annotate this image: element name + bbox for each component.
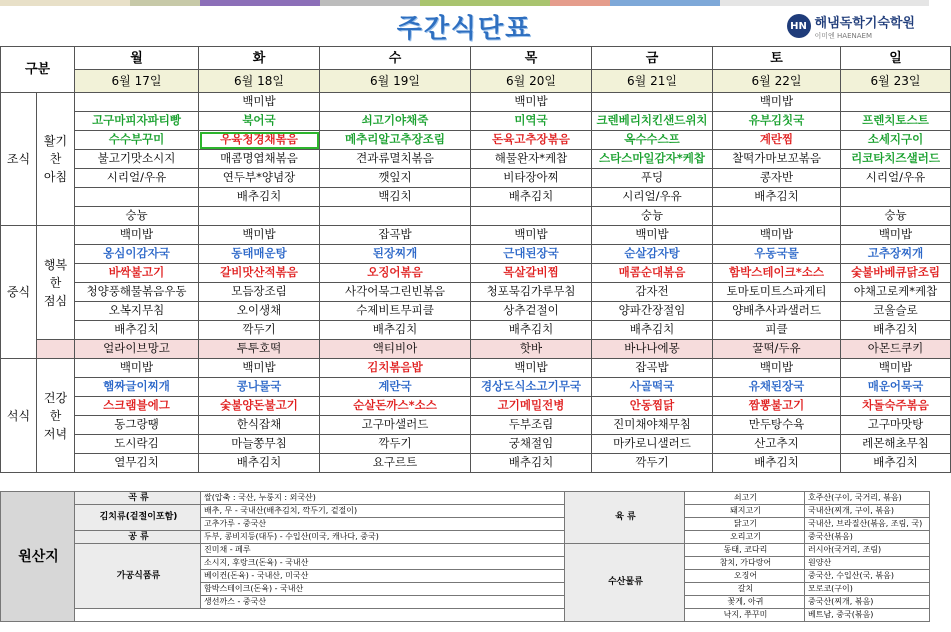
origin-empty bbox=[75, 609, 565, 622]
menu-cell: 백미밥 bbox=[592, 226, 713, 245]
date-cell: 6월 17일 bbox=[75, 70, 199, 93]
top-stripe bbox=[720, 0, 929, 6]
menu-cell: 백미밥 bbox=[713, 93, 841, 112]
menu-cell: 견과류멸치볶음 bbox=[320, 150, 471, 169]
menu-cell: 프렌치토스트 bbox=[841, 112, 951, 131]
origin-food: 돼지고기 bbox=[685, 505, 805, 518]
menu-cell: 해물완자*케찹 bbox=[471, 150, 592, 169]
dessert-cell: 바나나에몽 bbox=[592, 340, 713, 359]
origin-table bbox=[0, 491, 930, 622]
menu-cell: 배추김치 bbox=[841, 454, 951, 473]
menu-cell: 북어국 bbox=[199, 112, 320, 131]
origin-country: 중국산, 수입산(국, 볶음) bbox=[805, 570, 930, 583]
menu-cell: 배추김치 bbox=[199, 454, 320, 473]
menu-cell: 고추장찌개 bbox=[841, 245, 951, 264]
menu-cell: 목살갈비찜 bbox=[471, 264, 592, 283]
menu-row bbox=[1, 245, 951, 264]
menu-cell: 청양풍해물볶음우동 bbox=[75, 283, 199, 302]
menu-cell: 배추김치 bbox=[713, 188, 841, 207]
origin-category: 가공식품류 bbox=[75, 544, 201, 609]
menu-cell: 백미밥 bbox=[75, 226, 199, 245]
origin-item: 쌀(압축 : 국산, 누룽지 : 외국산) bbox=[201, 492, 565, 505]
menu-cell: 소세지구이 bbox=[841, 131, 951, 150]
day-header: 목 bbox=[471, 47, 592, 70]
menu-cell: 백미밥 bbox=[199, 226, 320, 245]
menu-cell: 숯불바베큐닭조림 bbox=[841, 264, 951, 283]
menu-cell: 김치볶음밥 bbox=[320, 359, 471, 378]
menu-cell: 배추김치 bbox=[471, 454, 592, 473]
menu-cell: 오징어볶음 bbox=[320, 264, 471, 283]
dessert-cell: 투투호떡 bbox=[199, 340, 320, 359]
menu-row bbox=[1, 416, 951, 435]
menu-cell: 차돌숙주볶음 bbox=[841, 397, 951, 416]
origin-food: 낙지, 쭈꾸미 bbox=[685, 609, 805, 622]
menu-cell: 찰떡가마보꼬볶음 bbox=[713, 150, 841, 169]
top-stripe bbox=[610, 0, 720, 6]
menu-cell: 매운어묵국 bbox=[841, 378, 951, 397]
menu-row bbox=[1, 283, 951, 302]
menu-cell: 마카로니샐러드 bbox=[592, 435, 713, 454]
menu-cell: 미역국 bbox=[471, 112, 592, 131]
day-header: 토 bbox=[713, 47, 841, 70]
origin-food: 꽃게, 아귀 bbox=[685, 596, 805, 609]
menu-cell bbox=[841, 93, 951, 112]
menu-cell bbox=[713, 207, 841, 226]
date-cell: 6월 21일 bbox=[592, 70, 713, 93]
origin-country: 호주산(구이, 국거리, 볶음) bbox=[805, 492, 930, 505]
menu-cell: 시리얼/우유 bbox=[592, 188, 713, 207]
category-header: 구분 bbox=[1, 47, 75, 93]
menu-cell: 계란찜 bbox=[713, 131, 841, 150]
menu-cell: 스타스마일감자*케찹 bbox=[592, 150, 713, 169]
origin-country: 국내산, 브라질산(볶음, 조림, 국) bbox=[805, 518, 930, 531]
date-cell: 6월 22일 bbox=[713, 70, 841, 93]
origin-country: 러시아(국거리, 조림) bbox=[805, 544, 930, 557]
academy-logo bbox=[787, 10, 915, 42]
menu-cell: 배추김치 bbox=[471, 188, 592, 207]
menu-cell: 양배추사과샐러드 bbox=[713, 302, 841, 321]
menu-cell: 연두부*양념장 bbox=[199, 169, 320, 188]
menu-table bbox=[0, 46, 951, 473]
menu-cell: 요구르트 bbox=[320, 454, 471, 473]
dessert-cell: 얼라이브망고 bbox=[75, 340, 199, 359]
menu-cell: 만두탕수육 bbox=[713, 416, 841, 435]
origin-category: 곡 류 bbox=[75, 492, 201, 505]
origin-country: 원양산 bbox=[805, 557, 930, 570]
meal-theme: 활기 찬 아침 bbox=[37, 93, 75, 226]
menu-cell: 계란국 bbox=[320, 378, 471, 397]
menu-row bbox=[1, 378, 951, 397]
origin-row bbox=[1, 531, 930, 544]
origin-food: 닭고기 bbox=[685, 518, 805, 531]
origin-food: 갈치 bbox=[685, 583, 805, 596]
menu-cell: 야채고로케*케찹 bbox=[841, 283, 951, 302]
origin-item: 두부, 콩비지등(대두) - 수입산(미국, 캐나다, 중국) bbox=[201, 531, 565, 544]
menu-cell: 백미밥 bbox=[199, 93, 320, 112]
menu-cell: 고구마샐러드 bbox=[320, 416, 471, 435]
menu-cell bbox=[592, 93, 713, 112]
menu-cell: 사각어묵그린빈볶음 bbox=[320, 283, 471, 302]
dessert-theme-cell bbox=[37, 340, 75, 359]
origin-country: 중국산(찌개, 볶음) bbox=[805, 596, 930, 609]
origin-food: 쇠고기 bbox=[685, 492, 805, 505]
menu-cell: 백미밥 bbox=[713, 226, 841, 245]
top-stripe bbox=[550, 0, 610, 6]
origin-row bbox=[1, 544, 930, 557]
menu-cell: 상추겉절이 bbox=[471, 302, 592, 321]
menu-cell: 깍두기 bbox=[199, 321, 320, 340]
origin-item: 배추, 무 - 국내산(배추김치, 깍두기, 겉절이) bbox=[201, 505, 565, 518]
menu-cell: 유채된장국 bbox=[713, 378, 841, 397]
menu-row bbox=[1, 454, 951, 473]
header-row bbox=[1, 47, 951, 70]
menu-cell: 백미밥 bbox=[75, 359, 199, 378]
menu-row bbox=[1, 302, 951, 321]
logo-sub: 이미엔 HAENAEM bbox=[814, 31, 873, 40]
menu-cell: 숭늉 bbox=[841, 207, 951, 226]
menu-cell: 콩나물국 bbox=[199, 378, 320, 397]
menu-cell: 매콤명엽채볶음 bbox=[199, 150, 320, 169]
menu-cell bbox=[841, 188, 951, 207]
menu-cell: 동태매운탕 bbox=[199, 245, 320, 264]
menu-cell: 백미밥 bbox=[199, 359, 320, 378]
menu-cell: 숭늉 bbox=[75, 207, 199, 226]
dessert-row bbox=[1, 340, 951, 359]
menu-cell: 순살돈까스*소스 bbox=[320, 397, 471, 416]
dessert-cell: 액티비아 bbox=[320, 340, 471, 359]
menu-cell: 한식잡채 bbox=[199, 416, 320, 435]
top-stripe bbox=[420, 0, 550, 6]
menu-row bbox=[1, 435, 951, 454]
menu-cell: 마늘쫑무침 bbox=[199, 435, 320, 454]
top-stripe bbox=[0, 0, 130, 6]
menu-cell: 깍두기 bbox=[592, 454, 713, 473]
top-stripe bbox=[130, 0, 200, 6]
dessert-cell: 핫바 bbox=[471, 340, 592, 359]
origin-item: 생선까스 - 중국산 bbox=[201, 596, 565, 609]
menu-cell: 된장찌개 bbox=[320, 245, 471, 264]
meal-theme: 행복 한 점심 bbox=[37, 226, 75, 340]
menu-cell: 백미밥 bbox=[471, 226, 592, 245]
menu-cell: 백미밥 bbox=[713, 359, 841, 378]
menu-cell: 산고추지 bbox=[713, 435, 841, 454]
origin-category: 수산물류 bbox=[565, 544, 685, 622]
menu-row bbox=[1, 359, 951, 378]
menu-cell: 배추김치 bbox=[592, 321, 713, 340]
dessert-cell: 아몬드쿠키 bbox=[841, 340, 951, 359]
menu-cell: 안동찜닭 bbox=[592, 397, 713, 416]
menu-cell: 양파간장절임 bbox=[592, 302, 713, 321]
menu-cell: 비타장아찌 bbox=[471, 169, 592, 188]
origin-item: 함박스테이크(돈육) - 국내산 bbox=[201, 583, 565, 596]
menu-cell: 수제비트무피클 bbox=[320, 302, 471, 321]
origin-category: 공 류 bbox=[75, 531, 201, 544]
menu-cell: 모듬장조림 bbox=[199, 283, 320, 302]
origin-category: 육 류 bbox=[565, 492, 685, 544]
origin-item: 소시지, 후랑크(돈육) - 국내산 bbox=[201, 557, 565, 570]
menu-cell: 수수부꾸미 bbox=[75, 131, 199, 150]
menu-row bbox=[1, 207, 951, 226]
menu-cell: 유부김칫국 bbox=[713, 112, 841, 131]
menu-row bbox=[1, 112, 951, 131]
menu-cell: 오복지무침 bbox=[75, 302, 199, 321]
day-header: 금 bbox=[592, 47, 713, 70]
day-header: 수 bbox=[320, 47, 471, 70]
menu-cell: 백미밥 bbox=[841, 226, 951, 245]
origin-row bbox=[1, 492, 930, 505]
meal-name: 중식 bbox=[1, 226, 37, 359]
menu-cell: 쇠고기야채죽 bbox=[320, 112, 471, 131]
menu-cell: 고구마피자파티빵 bbox=[75, 112, 199, 131]
date-cell: 6월 18일 bbox=[199, 70, 320, 93]
menu-cell: 숭늉 bbox=[592, 207, 713, 226]
origin-item: 진미채 - 페루 bbox=[201, 544, 565, 557]
menu-cell: 근대된장국 bbox=[471, 245, 592, 264]
origin-country: 국내산(찌개, 구이, 볶음) bbox=[805, 505, 930, 518]
origin-row bbox=[1, 609, 930, 622]
day-header: 일 bbox=[841, 47, 951, 70]
menu-cell: 배추김치 bbox=[841, 321, 951, 340]
menu-cell: 순살감자탕 bbox=[592, 245, 713, 264]
menu-cell: 배추김치 bbox=[713, 454, 841, 473]
menu-cell: 동그랑땡 bbox=[75, 416, 199, 435]
origin-food: 오징어 bbox=[685, 570, 805, 583]
origin-row bbox=[1, 505, 930, 518]
meal-theme: 건강 한 저녁 bbox=[37, 359, 75, 473]
menu-cell bbox=[75, 188, 199, 207]
menu-cell: 배추김치 bbox=[75, 321, 199, 340]
menu-cell: 숯불양돈불고기 bbox=[199, 397, 320, 416]
menu-cell: 백미밥 bbox=[471, 93, 592, 112]
menu-cell: 불고기맛소시지 bbox=[75, 150, 199, 169]
origin-country: 모로코(구이) bbox=[805, 583, 930, 596]
menu-cell: 오이생채 bbox=[199, 302, 320, 321]
menu-cell: 도시락김 bbox=[75, 435, 199, 454]
menu-cell: 깻잎지 bbox=[320, 169, 471, 188]
origin-country: 베트남, 중국(볶음) bbox=[805, 609, 930, 622]
menu-row bbox=[1, 150, 951, 169]
menu-cell: 사골떡국 bbox=[592, 378, 713, 397]
origin-item: 고추가루 - 중국산 bbox=[201, 518, 565, 531]
menu-cell bbox=[199, 207, 320, 226]
date-row bbox=[1, 70, 951, 93]
menu-cell: 레몬해초무침 bbox=[841, 435, 951, 454]
menu-cell: 진미채야채무침 bbox=[592, 416, 713, 435]
menu-cell: 푸딩 bbox=[592, 169, 713, 188]
meal-name: 조식 bbox=[1, 93, 37, 226]
menu-cell: 감자전 bbox=[592, 283, 713, 302]
menu-cell: 백김치 bbox=[320, 188, 471, 207]
menu-cell: 매콤순대볶음 bbox=[592, 264, 713, 283]
menu-row bbox=[1, 188, 951, 207]
menu-cell: 우동국물 bbox=[713, 245, 841, 264]
origin-food: 참치, 가다랑어 bbox=[685, 557, 805, 570]
origin-label: 원산지 bbox=[1, 492, 75, 622]
menu-cell: 두부조림 bbox=[471, 416, 592, 435]
menu-row bbox=[1, 93, 951, 112]
menu-cell: 햄짜글이찌개 bbox=[75, 378, 199, 397]
menu-cell bbox=[75, 93, 199, 112]
menu-cell: 바싹불고기 bbox=[75, 264, 199, 283]
menu-cell: 열무김치 bbox=[75, 454, 199, 473]
day-header: 월 bbox=[75, 47, 199, 70]
menu-cell: 궁채절임 bbox=[471, 435, 592, 454]
menu-cell: 시리얼/우유 bbox=[75, 169, 199, 188]
menu-cell: 백미밥 bbox=[841, 359, 951, 378]
menu-cell: 경상도식소고기무국 bbox=[471, 378, 592, 397]
menu-cell: 코울슬로 bbox=[841, 302, 951, 321]
menu-row bbox=[1, 321, 951, 340]
menu-cell: 짬뽕불고기 bbox=[713, 397, 841, 416]
menu-cell: 피클 bbox=[713, 321, 841, 340]
menu-row bbox=[1, 397, 951, 416]
top-stripe bbox=[320, 0, 420, 6]
menu-cell: 백미밥 bbox=[471, 359, 592, 378]
origin-item: 베이컨(돈육) - 국내산, 미국산 bbox=[201, 570, 565, 583]
menu-cell: 메추리알고추장조림 bbox=[320, 131, 471, 150]
menu-row bbox=[1, 131, 951, 150]
menu-cell: 잡곡밥 bbox=[320, 226, 471, 245]
menu-row bbox=[1, 226, 951, 245]
menu-cell: 잡곡밥 bbox=[592, 359, 713, 378]
menu-cell: 콩자반 bbox=[713, 169, 841, 188]
menu-cell: 배추김치 bbox=[320, 321, 471, 340]
dessert-cell: 꿀떡/두유 bbox=[713, 340, 841, 359]
date-cell: 6월 19일 bbox=[320, 70, 471, 93]
menu-cell: 함박스테이크*소스 bbox=[713, 264, 841, 283]
menu-cell: 토마토미트스파게티 bbox=[713, 283, 841, 302]
page-title: 주간식단표 bbox=[396, 14, 533, 44]
menu-cell bbox=[471, 207, 592, 226]
menu-cell: 돈육고추장볶음 bbox=[471, 131, 592, 150]
menu-cell: 우육청경채볶음 bbox=[199, 131, 320, 150]
menu-cell: 고구마맛탕 bbox=[841, 416, 951, 435]
menu-row bbox=[1, 264, 951, 283]
menu-cell: 크렌베리치킨샌드위치 bbox=[592, 112, 713, 131]
origin-category: 김치류(겉절이포함) bbox=[75, 505, 201, 531]
menu-cell bbox=[320, 207, 471, 226]
menu-cell: 스크램블에그 bbox=[75, 397, 199, 416]
menu-cell: 깍두기 bbox=[320, 435, 471, 454]
menu-cell: 배추김치 bbox=[471, 321, 592, 340]
menu-row bbox=[1, 169, 951, 188]
menu-cell: 고기메밀전병 bbox=[471, 397, 592, 416]
logo-text bbox=[815, 12, 915, 41]
menu-cell: 청포묵김가루무침 bbox=[471, 283, 592, 302]
menu-cell: 배추김치 bbox=[199, 188, 320, 207]
date-cell: 6월 20일 bbox=[471, 70, 592, 93]
top-stripe bbox=[200, 0, 320, 6]
menu-cell: 옥수수스프 bbox=[592, 131, 713, 150]
menu-cell: 옹심이감자국 bbox=[75, 245, 199, 264]
day-header: 화 bbox=[199, 47, 320, 70]
logo-badge-icon: HN bbox=[787, 14, 811, 38]
menu-cell: 리코타치즈샐러드 bbox=[841, 150, 951, 169]
origin-food: 오리고기 bbox=[685, 531, 805, 544]
date-cell: 6월 23일 bbox=[841, 70, 951, 93]
origin-country: 중국산(볶음) bbox=[805, 531, 930, 544]
menu-cell: 시리얼/우유 bbox=[841, 169, 951, 188]
meal-name: 석식 bbox=[1, 359, 37, 473]
origin-food: 동태, 코다리 bbox=[685, 544, 805, 557]
logo-name: 해냄독학기숙학원 bbox=[814, 15, 915, 31]
menu-cell bbox=[320, 93, 471, 112]
menu-cell: 갈비맛산적볶음 bbox=[199, 264, 320, 283]
